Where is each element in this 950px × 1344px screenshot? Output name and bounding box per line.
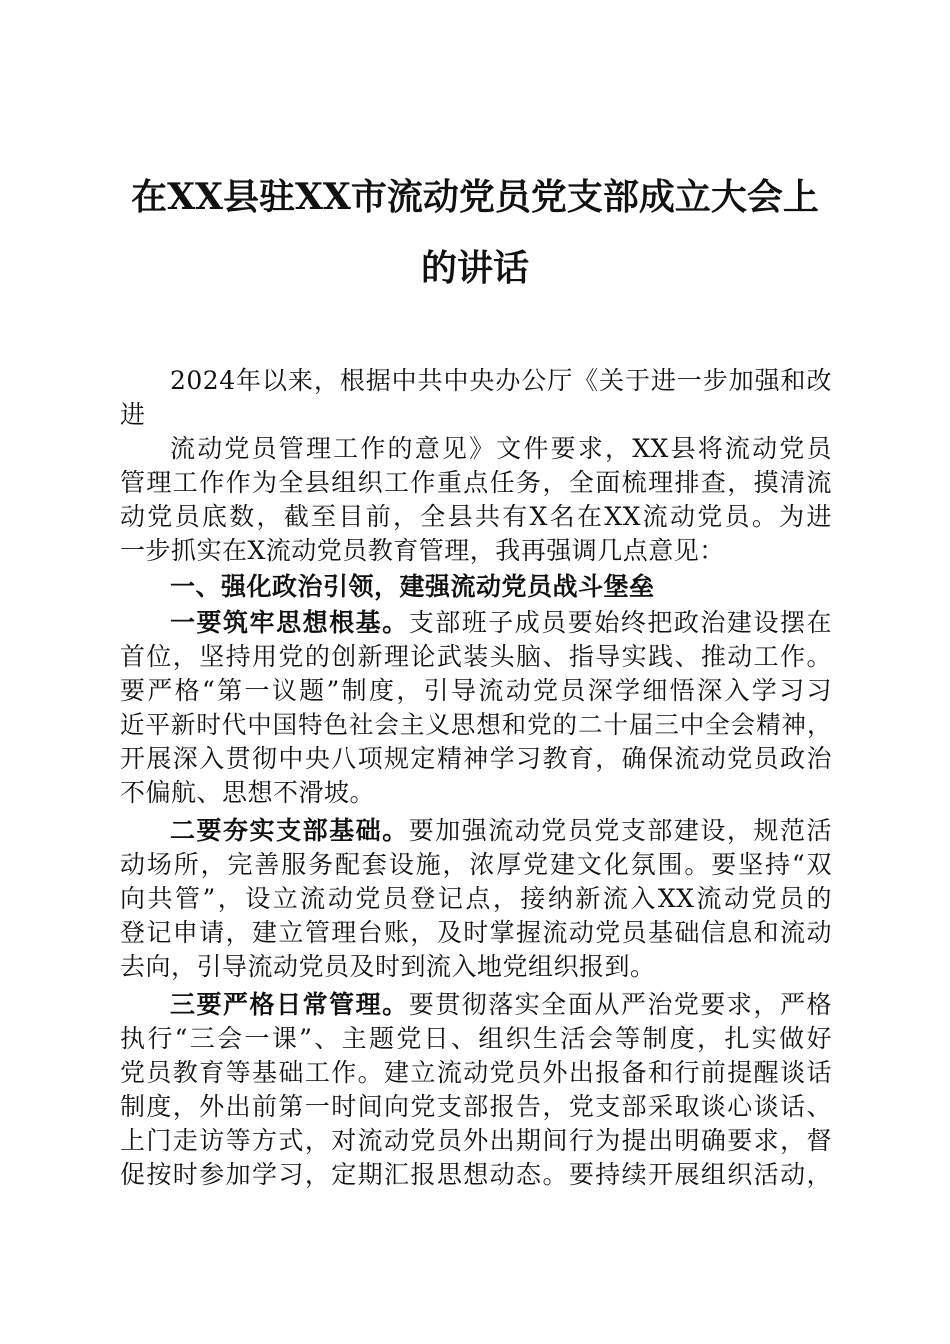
point-3-text: 要贯彻落实全面从严治党要求，严格: [408, 990, 832, 1019]
point-3-line: 执行“三会一课”、主题党日、组织生活会等制度，扎实做好: [120, 1024, 832, 1053]
point-2-line: 向共管”，设立流动党员登记点，接纳新流入XX流动党员的: [120, 884, 832, 913]
intro-line: 进: [120, 400, 146, 429]
point-2-lead: 二要夯实支部基础。: [170, 816, 409, 845]
point-3-first-line: [170, 988, 832, 1022]
intro-line: 流动党员管理工作的意见》文件要求，XX县将流动党员: [170, 434, 832, 463]
point-3-line: 促按时参加学习，定期汇报思想动态。要持续开展组织活动，: [120, 1160, 832, 1189]
point-1-line: 开展深入贯彻中央八项规定精神学习教育，确保流动党员政治: [120, 744, 832, 773]
point-3-line: 上门走访等方式，对流动党员外出期间行为提出明确要求，督: [120, 1126, 832, 1155]
point-1-first-line: [170, 606, 832, 640]
section-heading: 一、强化政治引领，建强流动党员战斗堡垒: [170, 572, 655, 601]
point-1-text: 支部班子成员要始终把政治建设摆在: [408, 608, 832, 637]
point-2-line: 登记申请，建立管理台账，及时掌握流动党员基础信息和流动: [120, 918, 832, 947]
point-2-text: 要加强流动党员党支部建设，规范活: [408, 816, 832, 845]
intro-line: 一步抓实在X流动党员教育管理，我再强调几点意见：: [120, 536, 725, 565]
document-title-line-1: 在XX县驻XX市流动党员党支部成立大会上: [131, 176, 819, 218]
point-1-line: 不偏航、思想不滑坡。: [120, 778, 376, 807]
intro-line: 2024年以来，根据中共中央办公厅《关于进一步加强和改: [170, 366, 832, 395]
point-1-lead: 一要筑牢思想根基。: [170, 608, 409, 637]
point-1-line: 要严格“第一议题”制度，引导流动党员深学细悟深入学习习: [120, 676, 832, 705]
point-2-first-line: [170, 814, 832, 848]
document-title-line-2: 的讲话: [420, 247, 529, 289]
intro-line: 管理工作作为全县组织工作重点任务，全面梳理排查，摸清流: [120, 468, 832, 497]
point-1-line: 近平新时代中国特色社会主义思想和党的二十届三中全会精神，: [120, 710, 832, 739]
point-2-line: 去向，引导流动党员及时到流入地党组织报到。: [120, 952, 656, 981]
point-1-line: 首位，坚持用党的创新理论武装头脑、指导实践、推动工作。: [120, 642, 832, 671]
intro-line: 动党员底数，截至目前，全县共有X名在XX流动党员。为进: [120, 502, 832, 531]
point-3-line: 制度，外出前第一时间向党支部报告，党支部采取谈心谈话、: [120, 1092, 832, 1121]
point-2-line: 动场所，完善服务配套设施，浓厚党建文化氛围。要坚持“双: [120, 850, 832, 879]
point-3-line: 党员教育等基础工作。建立流动党员外出报备和行前提醒谈话: [120, 1058, 832, 1087]
point-3-lead: 三要严格日常管理。: [170, 990, 409, 1019]
